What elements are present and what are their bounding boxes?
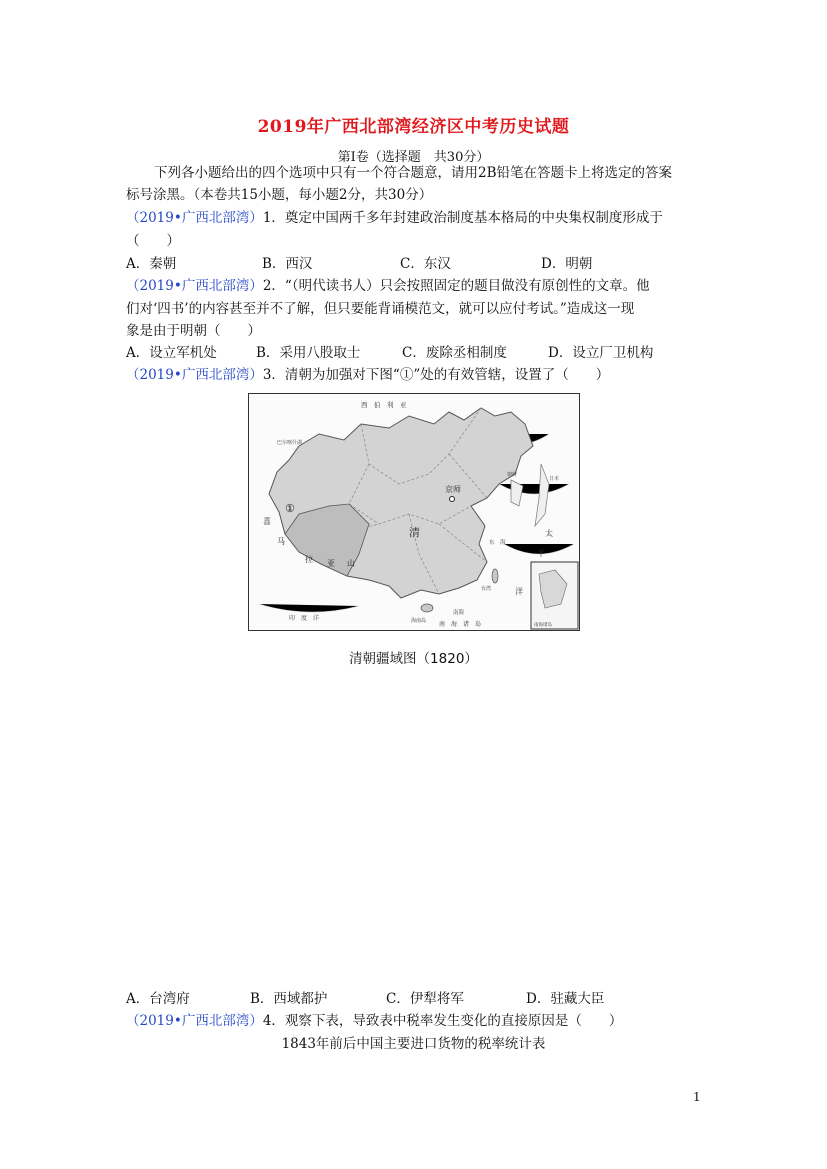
label-korea: 朝鲜 [507,472,518,478]
question-2-options [126,343,653,363]
table-title: 1843年前后中国主要进口货物的税率统计表 [281,1036,546,1052]
label-pacific: 太 [545,529,553,538]
source-tag: （2019•广西北部湾） [126,367,263,383]
instruction-line-2: 标号涂黑。（本卷共15小题，每小题2分，共30分） [126,187,433,203]
label-himalaya-5: 山 [347,559,355,568]
question-2-stem-line-2: 们对‘四书’的内容甚至并不了解，但只要能背诵模范文，就可以应付考试。”造成这一现 [126,301,635,317]
label-inset: 南海诸岛 [534,623,552,628]
option-c[interactable]: C．伊犁将军 [386,991,464,1007]
option-c[interactable]: C．东汉 [400,256,451,272]
option-d[interactable]: D．明朝 [541,256,593,272]
section-heading: 第Ⅰ卷（选择题 共30分） [337,150,490,165]
option-c[interactable]: C．废除丞相制度 [402,345,507,361]
question-2-stem-line-3: 象是由于明朝（ ） [126,323,261,339]
label-india: 印 度 洋 [289,615,320,622]
source-tag: （2019•广西北部湾） [126,210,263,226]
label-pacific-2: 平 [537,549,545,558]
question-1-bracket: （ ） [126,233,180,249]
label-qing: 清 [409,526,420,539]
source-tag: （2019•广西北部湾） [126,278,263,294]
label-capital: 京师 [445,485,461,494]
exam-title: 2019年广西北部湾经济区中考历史试题 [257,117,570,137]
label-nanhai: 南海 [453,610,465,616]
option-d[interactable]: D．驻藏大臣 [526,991,605,1007]
label-east-sea: 东 海 [489,540,506,546]
label-japan: 日本 [549,476,560,482]
option-b[interactable]: B．西汉 [262,256,313,272]
label-marker-1: ① [285,502,295,515]
korea-outline [511,480,523,506]
question-3-stem: 3．清朝为加强对下图“①”处的有效管辖，设置了（ ） [262,367,610,383]
question-1-stem: 1．奠定中国两千多年封建政治制度基本格局的中央集权制度形成于 [262,210,663,226]
label-lake: 巴尔喀什湖 [277,440,303,446]
option-b[interactable]: B．采用八股取士 [256,345,361,361]
option-a[interactable]: A．设立军机处 [126,345,217,361]
option-b[interactable]: B．西域都护 [250,991,328,1007]
question-1-options [126,254,592,274]
label-himalaya-3: 拉 [305,555,313,564]
option-a[interactable]: A．秦朝 [126,256,177,272]
label-himalaya-1: 喜 [263,517,271,526]
question-3 [126,365,609,385]
page-number: 1 [693,1090,701,1104]
map-caption: 清朝疆域图（1820） [349,651,478,667]
option-d[interactable]: D．设立厂卫机构 [548,345,654,361]
label-himalaya-4: 亚 [327,559,335,568]
question-4 [126,1011,622,1031]
question-3-options [126,989,604,1009]
label-himalaya-2: 马 [277,537,285,546]
hainan-island [421,604,433,612]
option-a[interactable]: A．台湾府 [126,991,190,1007]
label-south-sea-islands: 南 海 诸 岛 [439,621,482,628]
question-4-stem: 4．观察下表，导致表中税率发生变化的直接原因是（ ） [262,1013,623,1029]
label-hainan: 海南岛 [411,618,427,624]
taiwan-island [492,569,498,583]
instruction-line-1: 下列各小题给出的四个选项中只有一个符合题意，请用2B铅笔在答题卡上将选定的答案 [154,165,673,181]
question-1 [126,208,663,228]
source-tag: （2019•广西北部湾） [126,1013,263,1029]
label-pacific-3: 洋 [515,587,523,596]
question-2-stem: 2．“（明代读书人）只会按照固定的题目做没有原创性的文章。他 [262,278,650,294]
japan-outline [535,464,549,526]
qing-map [248,393,580,631]
capital-marker [450,497,455,502]
question-2 [126,276,650,296]
label-taiwan: 台湾 [481,586,492,592]
label-siberia: 西 伯 利 亚 [361,401,407,409]
